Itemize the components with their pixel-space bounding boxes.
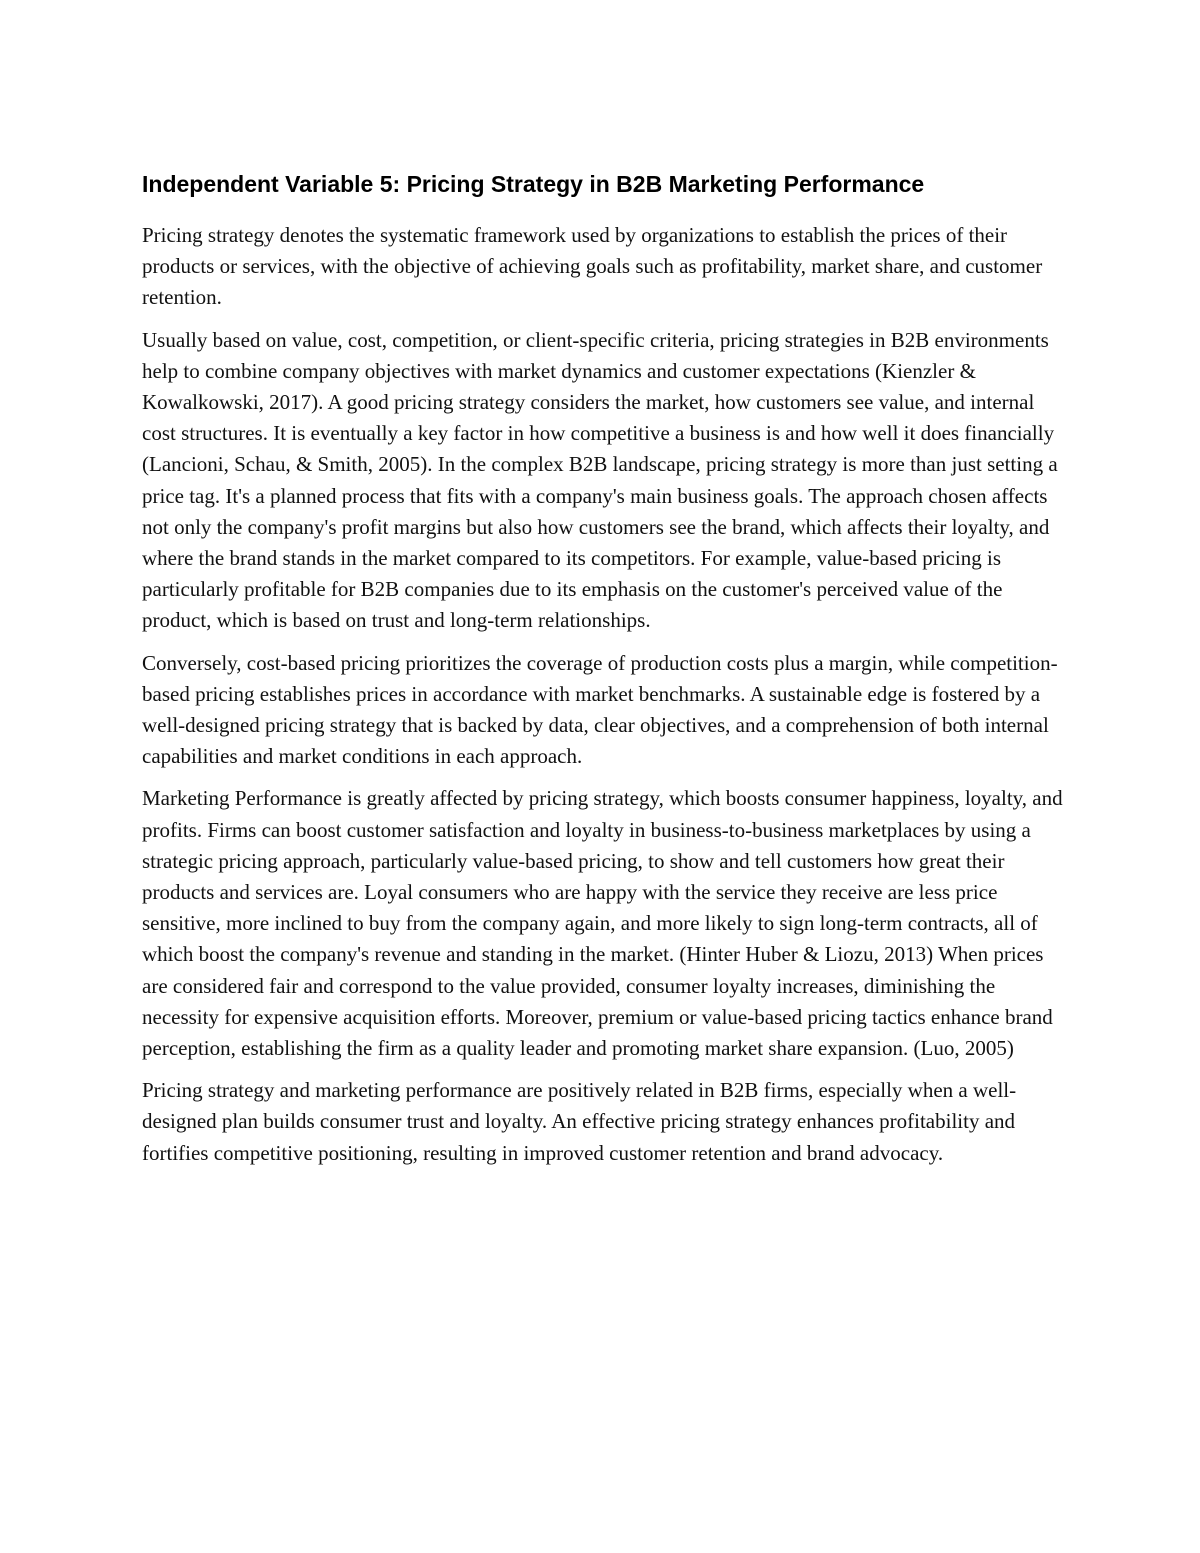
section-heading: Independent Variable 5: Pricing Strategy in B2B Marketing Performance xyxy=(142,171,925,197)
paragraph-overview: Usually based on value, cost, competition, or client-specific criteria, pricing strategies in B2B environments help to combine company objectives with market dynamics and customer expectations (Kienzler & Kowalkowski, 2017). A good pricing strategy considers the market, how customers see value, and internal cost structures. It is eventually a key factor in how competitive a business is and how well it does financially (Lancioni, Schau, & Smith, 2005). In the complex B2B landscape, pricing strategy is more than just setting a price tag. It's a planned process that fits with a company's main business goals. The approach chosen affects not only the company's profit margins but also how customers see the brand, which affects their loyalty, and where the brand stands in the market compared to its competitors. For example, value-based pricing is particularly profitable for B2B companies due to its emphasis on the customer's perceived value of the product, which is based on trust and long-term relationships. xyxy=(142,327,1058,633)
paragraph-approaches: Conversely, cost-based pricing prioritizes the coverage of production costs plus a margin, while competition-based pricing establishes prices in accordance with market benchmarks. A sustainable edge is fostered by a well-designed pricing strategy that is backed by data, clear objectives, and a comprehension of both internal capabilities and market conditions in each approach. xyxy=(142,650,1058,769)
paragraph-performance-impact: Marketing Performance is greatly affected by pricing strategy, which boosts consumer happiness, loyalty, and profits. Firms can boost customer satisfaction and loyalty in business-to-business marketplaces by using a strategic pricing approach, particularly value-based pricing, to show and tell customers how great their products and services are. Loyal consumers who are happy with the service they receive are less price sensitive, more inclined to buy from the company again, and more likely to sign long-term contracts, all of which boost the company's revenue and standing in the market. (Hinter Huber & Liozu, 2013) When prices are considered fair and correspond to the value provided, consumer loyalty increases, diminishing the necessity for expensive acquisition efforts. Moreover, premium or value-based pricing tactics enhance brand perception, establishing the firm as a quality leader and promoting market share expansion. (Luo, 2005) xyxy=(142,786,1063,1061)
paragraph-definition: Pricing strategy denotes the systematic framework used by organizations to establish the prices of their products or services, with the objective of achieving goals such as profitability, market share, and customer retention. xyxy=(142,223,1043,310)
document-body xyxy=(142,170,1064,1180)
paragraph-conclusion: Pricing strategy and marketing performance are positively related in B2B firms, especially when a well-designed plan builds consumer trust and loyalty. An effective pricing strategy enhances profitability and fortifies competitive positioning, resulting in improved customer retention and brand advocacy. xyxy=(142,1078,1017,1165)
